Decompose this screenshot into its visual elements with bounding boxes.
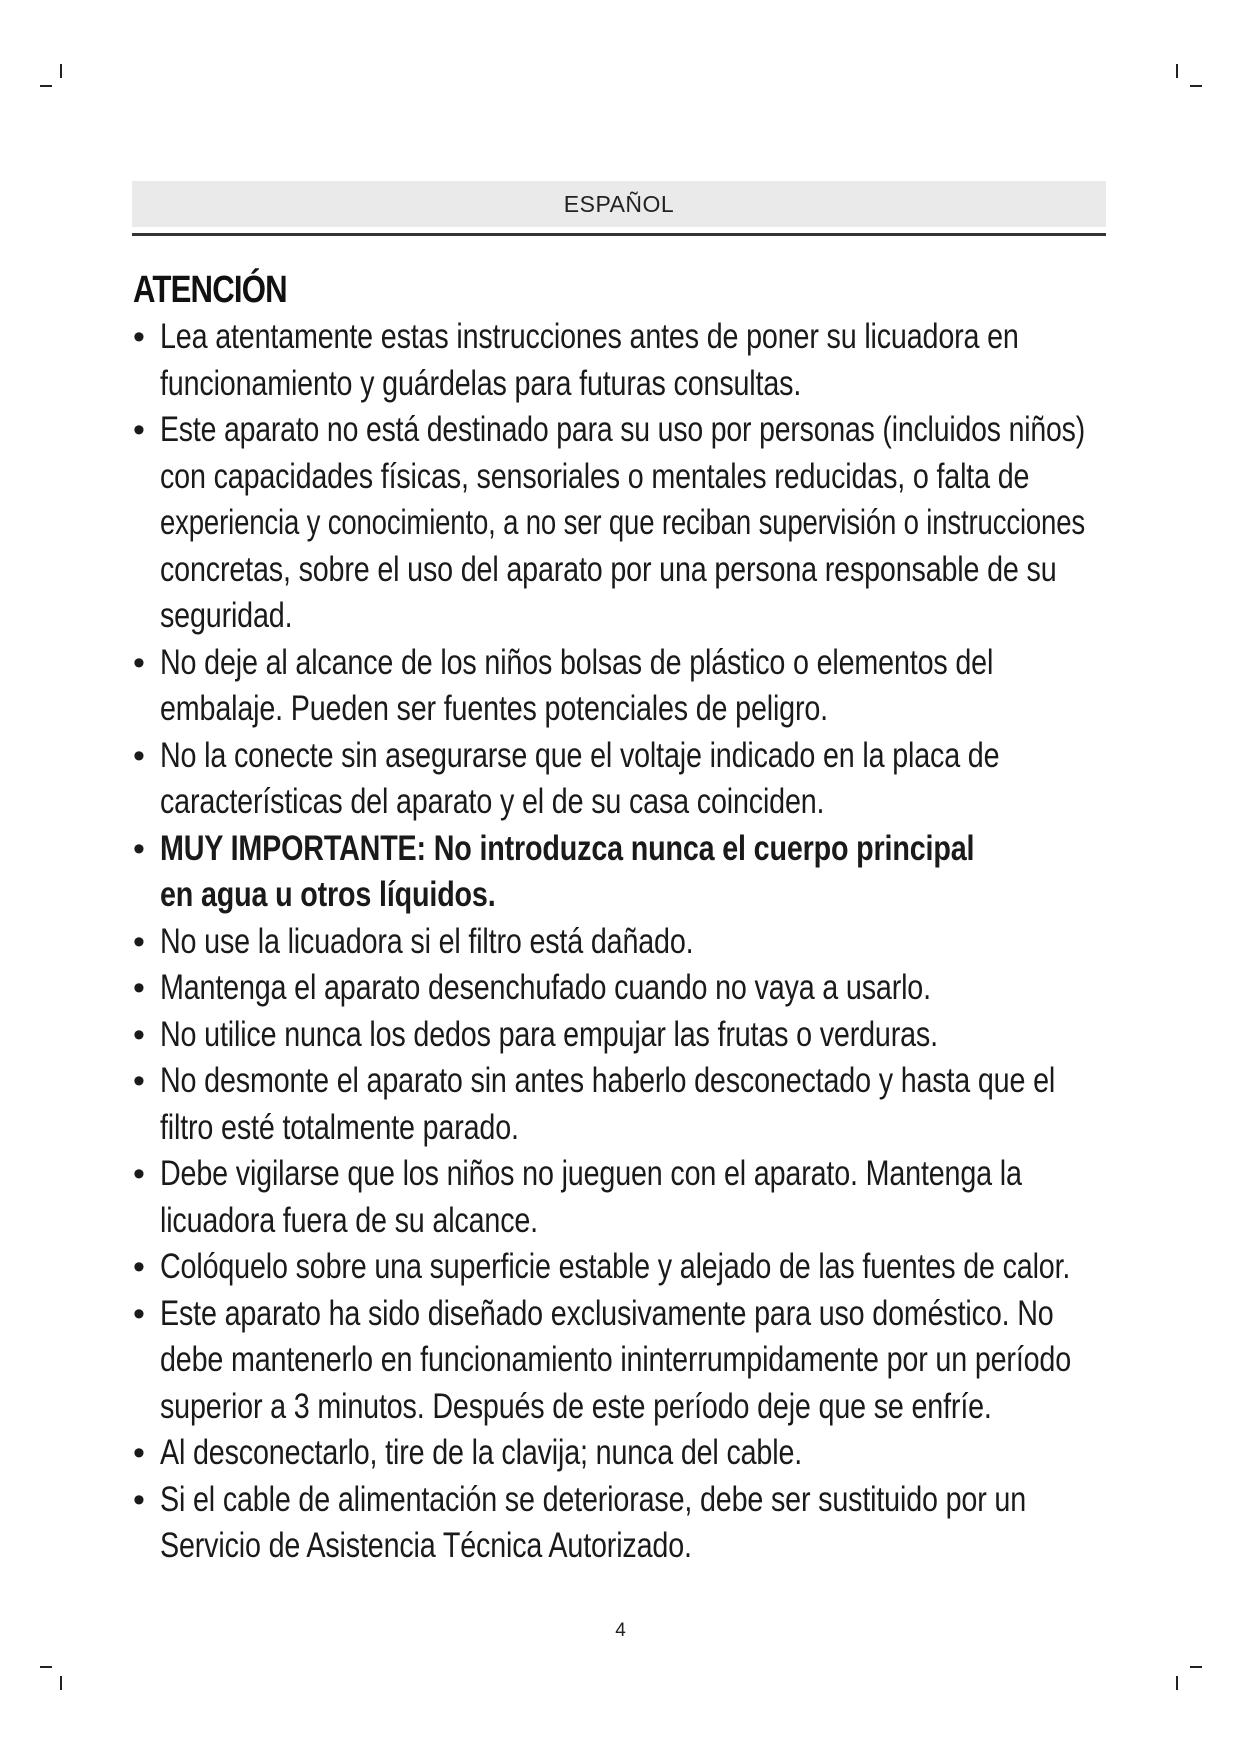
list-item — [133, 1430, 1113, 1477]
list-item-line: Debe vigilarse que los niños no jueguen con el aparato. Mantenga la — [160, 1154, 1022, 1193]
list-item-line: experiencia y conocimiento, a no ser que reciban supervisión o instrucciones — [160, 503, 1085, 542]
header-divider — [132, 233, 1106, 236]
list-item-line: Este aparato no está destinado para su uso por personas (incluidos niños) — [160, 410, 1085, 449]
list-item — [133, 1012, 1113, 1059]
bullet-icon: • — [133, 1248, 145, 1286]
list-item-line: licuadora fuera de su alcance. — [160, 1200, 538, 1240]
list-item — [133, 1477, 1113, 1570]
list-item — [133, 733, 1113, 826]
crop-mark-bottom-left — [40, 1666, 52, 1668]
list-item-line: con capacidades físicas, sensoriales o mentales reducidas, o falta de — [160, 456, 1030, 496]
list-item — [133, 965, 1113, 1012]
list-item-line: características del aparato y el de su casa coinciden. — [160, 782, 825, 821]
list-item-line: embalaje. Pueden ser fuentes potenciales de peligro. — [160, 689, 828, 728]
crop-mark-bottom-right — [1190, 1666, 1202, 1668]
bullet-icon: • — [133, 318, 145, 356]
list-item-line: No desmonte el aparato sin antes haberlo desconectado y hasta que el — [160, 1061, 1056, 1100]
language-header: ESPAÑOL — [563, 191, 675, 217]
list-item-line: Al desconectarlo, tire de la clavija; nunca del cable. — [160, 1433, 803, 1472]
list-item-line: concretas, sobre el uso del aparato por una persona responsable de su — [160, 549, 1057, 589]
list-item-line: Lea atentamente estas instrucciones antes de poner su licuadora en — [160, 317, 1019, 356]
list-item-line: MUY IMPORTANTE: No introduzca nunca el cuerpo principal — [160, 828, 975, 868]
list-item-line: Colóquelo sobre una superficie estable y alejado de las fuentes de calor. — [160, 1247, 1071, 1286]
list-item-line: Este aparato ha sido diseñado exclusivamente para uso doméstico. No — [160, 1293, 1054, 1333]
bullet-icon: • — [133, 1294, 145, 1333]
section-title: ATENCIÓN — [133, 269, 287, 311]
bullet-icon: • — [133, 922, 145, 961]
crop-mark-bottom-left — [60, 1676, 62, 1690]
bullet-icon: • — [133, 736, 145, 775]
list-item-line: No utilice nunca los dedos para empujar las frutas o verduras. — [160, 1014, 938, 1054]
list-item — [133, 1151, 1113, 1244]
list-item-line: Mantenga el aparato desenchufado cuando no vaya a usarlo. — [160, 968, 931, 1007]
crop-mark-top-left — [40, 85, 52, 87]
list-item — [133, 640, 1113, 733]
bullet-icon: • — [133, 829, 145, 868]
bullet-icon: • — [133, 1434, 145, 1472]
crop-mark-top-right — [1176, 64, 1178, 78]
bullet-icon: • — [133, 411, 145, 449]
list-item — [133, 826, 1113, 919]
list-item — [133, 407, 1113, 640]
list-item — [133, 1244, 1113, 1291]
list-item-line: No la conecte sin asegurarse que el voltaje indicado en la placa de — [160, 735, 1000, 775]
bullet-icon: • — [133, 643, 145, 682]
list-item — [133, 1291, 1113, 1431]
warnings-list — [133, 314, 1113, 1570]
list-item-line: No use la licuadora si el filtro está dañado. — [160, 921, 694, 961]
crop-mark-top-left — [60, 64, 62, 78]
bullet-icon: • — [133, 1015, 145, 1054]
list-item-line: en agua u otros líquidos. — [160, 875, 496, 914]
crop-mark-bottom-right — [1176, 1676, 1178, 1690]
page-number: 4 — [615, 1620, 626, 1641]
list-item-line: No deje al alcance de los niños bolsas de plástico o elementos del — [160, 642, 994, 682]
crop-mark-top-right — [1190, 85, 1202, 87]
bullet-icon: • — [133, 1480, 145, 1519]
list-item-line: superior a 3 minutos. Después de este período deje que se enfríe. — [160, 1386, 992, 1426]
list-item-line: debe mantenerlo en funcionamiento ininterrumpidamente por un período — [160, 1340, 1072, 1379]
warnings-section — [133, 266, 1113, 1570]
list-item-line: Servicio de Asistencia Técnica Autorizado. — [160, 1526, 692, 1565]
list-item — [133, 919, 1113, 966]
bullet-icon: • — [133, 969, 145, 1007]
list-item-line: seguridad. — [160, 596, 293, 635]
bullet-icon: • — [133, 1155, 145, 1193]
list-item-line: filtro esté totalmente parado. — [160, 1107, 519, 1147]
list-item-line: Si el cable de alimentación se deteriorase, debe ser sustituido por un — [160, 1479, 1026, 1519]
list-item — [133, 1058, 1113, 1151]
list-item-line: funcionamiento y guárdelas para futuras consultas. — [160, 363, 802, 403]
list-item — [133, 314, 1113, 407]
bullet-icon: • — [133, 1062, 145, 1100]
